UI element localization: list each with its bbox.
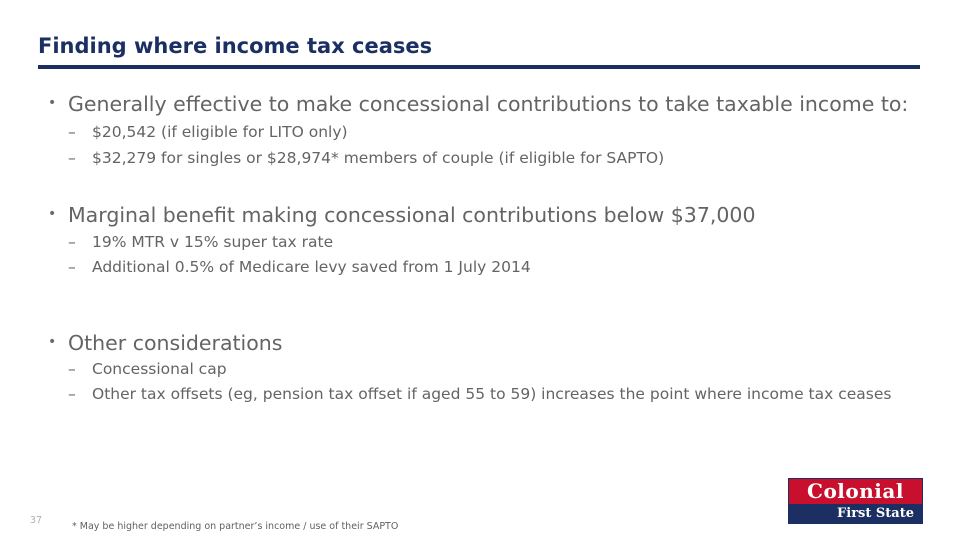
sub-bullet-item bbox=[48, 232, 928, 252]
footnote: * May be higher depending on partner’s income / use of their SAPTO bbox=[72, 521, 399, 532]
bullet-dot: • bbox=[48, 95, 57, 111]
slide-content bbox=[48, 93, 928, 404]
page-number: 37 bbox=[30, 515, 43, 526]
sub-bullet-text: Concessional cap bbox=[92, 360, 227, 378]
title-underline bbox=[38, 65, 920, 69]
sub-bullet-text: $20,542 (if eligible for LITO only) bbox=[92, 123, 348, 141]
sub-bullet-text: Other tax offsets (eg, pension tax offset if aged 55 to 59) increases the point where income tax ceases bbox=[92, 385, 892, 403]
slide-title: Finding where income tax ceases bbox=[38, 34, 433, 58]
bullet-text: Other considerations bbox=[68, 331, 283, 355]
sub-bullet-dash: – bbox=[68, 123, 76, 141]
sub-bullet-item bbox=[48, 257, 928, 277]
bullet-dot: • bbox=[48, 206, 57, 222]
sub-bullet-text: 19% MTR v 15% super tax rate bbox=[92, 233, 334, 251]
colonial-first-state-logo bbox=[788, 478, 923, 524]
sub-bullet-item bbox=[48, 122, 928, 142]
bullet-item bbox=[48, 332, 928, 355]
bullet-item bbox=[48, 93, 928, 116]
bullet-dot: • bbox=[48, 334, 57, 350]
logo-line-2: First State bbox=[789, 504, 922, 523]
sub-bullet-item bbox=[48, 148, 928, 168]
sub-bullet-dash: – bbox=[68, 258, 76, 276]
bullet-text: Marginal benefit making concessional contributions below $37,000 bbox=[68, 203, 756, 227]
sub-bullet-dash: – bbox=[68, 385, 76, 403]
sub-bullet-dash: – bbox=[68, 149, 76, 167]
sub-bullet-dash: – bbox=[68, 233, 76, 251]
sub-bullet-dash: – bbox=[68, 360, 76, 378]
sub-bullet-text: Additional 0.5% of Medicare levy saved from 1 July 2014 bbox=[92, 258, 531, 276]
logo-line-1: Colonial bbox=[789, 479, 922, 504]
sub-bullet-item bbox=[48, 359, 928, 379]
bullet-text: Generally effective to make concessional contributions to take taxable income to: bbox=[68, 92, 909, 116]
sub-bullet-item bbox=[48, 384, 928, 404]
sub-bullet-text: $32,279 for singles or $28,974* members of couple (if eligible for SAPTO) bbox=[92, 149, 665, 167]
bullet-item bbox=[48, 204, 928, 227]
